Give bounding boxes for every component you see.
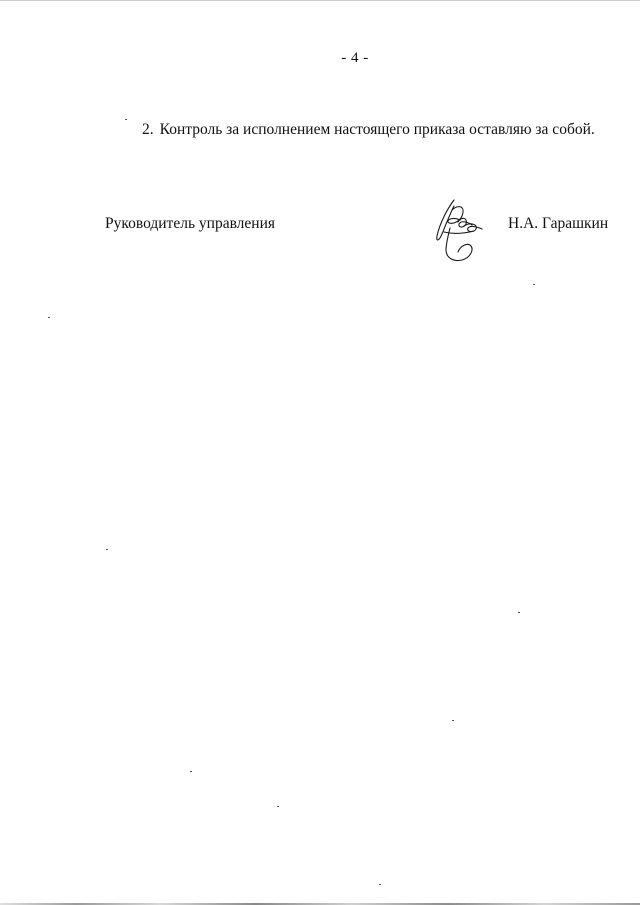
scan-speck	[518, 612, 520, 613]
scan-speck	[106, 549, 108, 550]
scan-speck	[277, 806, 279, 807]
signer-role: Руководитель управления	[105, 215, 276, 232]
scan-speck	[190, 771, 192, 772]
signer-name: Н.А. Гарашкин	[508, 215, 609, 232]
scan-speck	[533, 284, 535, 285]
clause-number: 2.	[142, 121, 154, 138]
scan-speck	[125, 119, 127, 120]
scan-speck	[452, 720, 454, 721]
scan-speck	[48, 317, 50, 318]
clause-text: Контроль за исполнением настоящего приказа оставляю за собой.	[159, 121, 595, 138]
scan-speck	[379, 884, 381, 885]
scan-edge-top	[0, 0, 640, 1]
page-number: - 4 -	[341, 50, 369, 66]
handwritten-signature	[428, 192, 488, 268]
clause-paragraph	[142, 121, 595, 139]
